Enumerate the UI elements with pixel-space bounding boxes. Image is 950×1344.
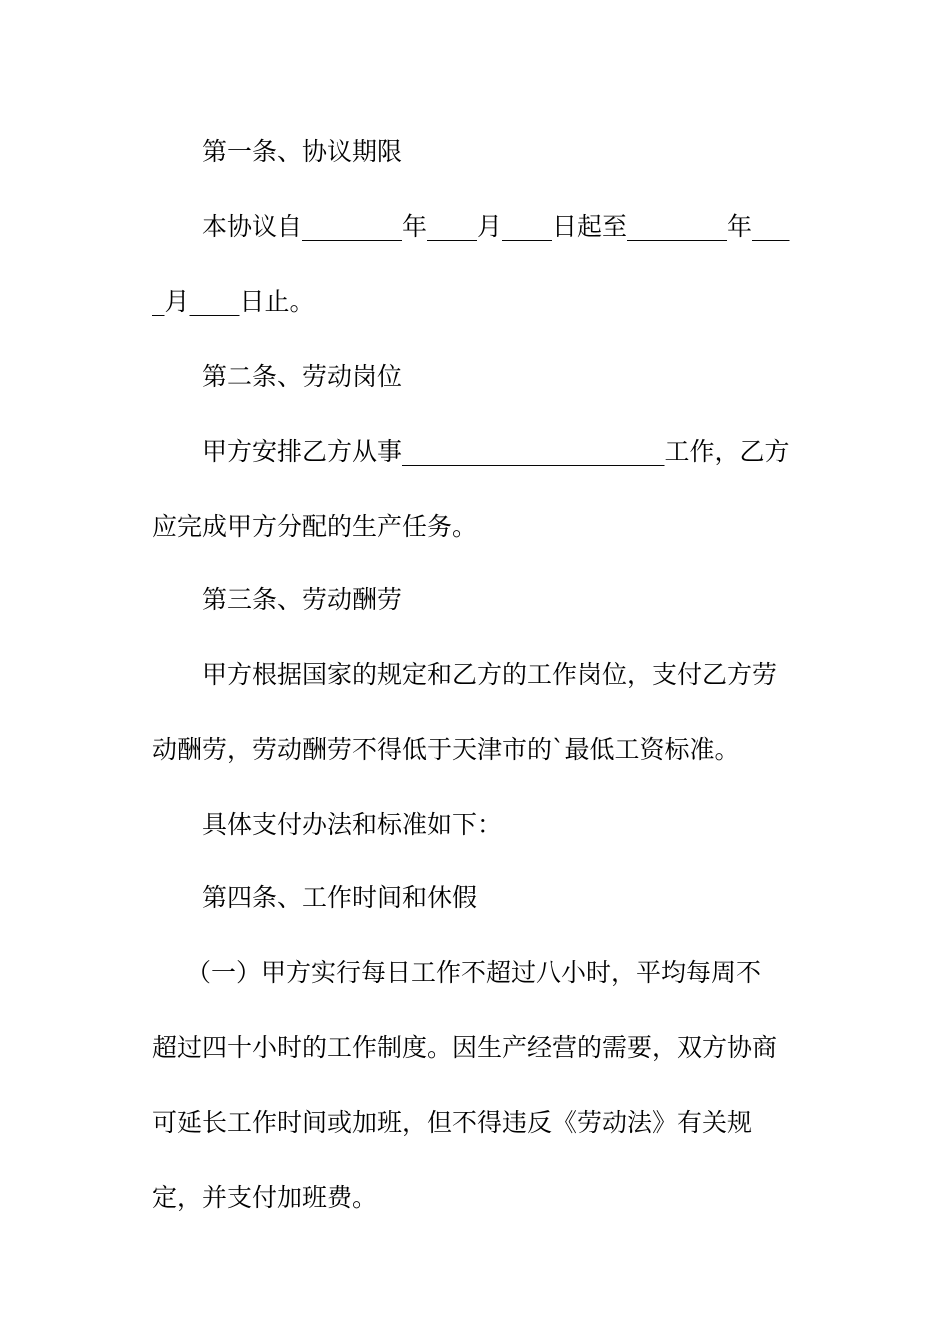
article-2-heading: 第二条、劳动岗位	[202, 362, 403, 391]
article-4-clause-1-line-2: 超过四十小时的工作制度。因生产经营的需要，双方协商	[152, 1033, 778, 1062]
article-3-heading: 第三条、劳动酬劳	[202, 585, 403, 614]
article-4-clause-1-line-4: 定，并支付加班费。	[152, 1183, 378, 1212]
article-2-text-line-2: 应完成甲方分配的生产任务。	[152, 512, 478, 541]
article-3-payment-note: 具体支付办法和标准如下：	[202, 810, 503, 839]
article-1-text-line-2: _月____日止。	[152, 287, 315, 316]
article-4-clause-1-line-3: 可延长工作时间或加班，但不得违反《劳动法》有关规	[152, 1108, 753, 1137]
article-3-text-line-1: 甲方根据国家的规定和乙方的工作岗位，支付乙方劳	[202, 660, 778, 689]
article-2-text-line-1: 甲方安排乙方从事_____________________工作，乙方	[202, 437, 790, 466]
article-1-heading: 第一条、协议期限	[202, 137, 403, 166]
article-4-heading: 第四条、工作时间和休假	[202, 883, 478, 912]
article-4-clause-1-line-1: （一）甲方实行每日工作不超过八小时，平均每周不	[186, 958, 762, 987]
article-3-text-line-2: 动酬劳，劳动酬劳不得低于天津市的`最低工资标准。	[152, 735, 740, 764]
article-1-text-line-1: 本协议自________年____月____日起至________年___	[202, 212, 790, 241]
